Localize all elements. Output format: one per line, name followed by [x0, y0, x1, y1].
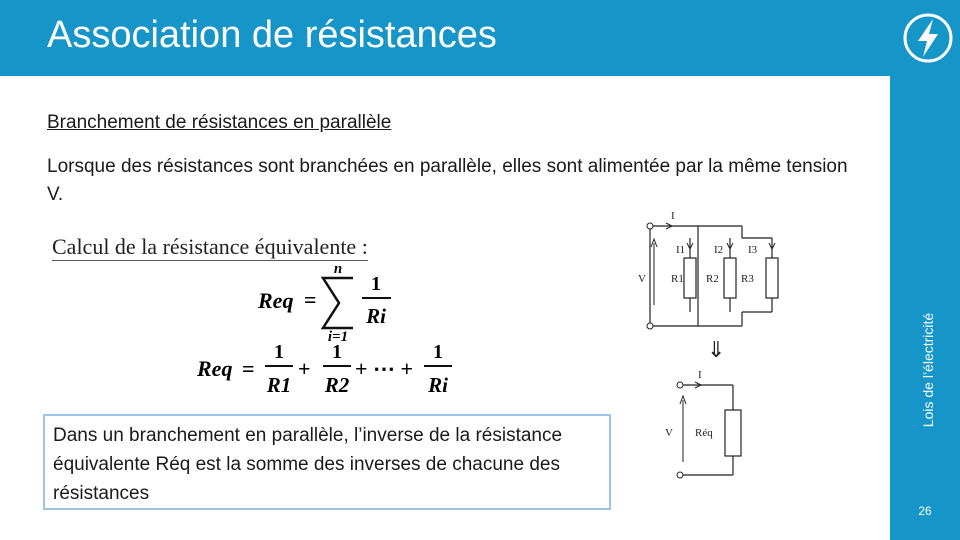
sidebar-label: Lois de l’électricité: [920, 312, 936, 428]
branch-current-i2: I2: [714, 244, 724, 256]
formula2-equals: =: [242, 356, 255, 381]
current-label: I: [671, 210, 675, 222]
page-number: 26: [918, 504, 932, 518]
formula1-den: Ri: [366, 304, 386, 328]
formula1-lhs: Req: [258, 288, 294, 313]
equivalent-circuit-diagram: [665, 365, 765, 495]
section-subtitle: Branchement de résistances en parallèle: [47, 112, 392, 133]
lightning-bolt-icon: [900, 10, 956, 66]
voltage-label: V: [638, 273, 646, 285]
header-bar: [0, 0, 890, 76]
plus-sign: +: [298, 356, 311, 381]
terminal: [647, 323, 653, 329]
formula1-equals: =: [304, 287, 317, 312]
eq-resistor-label: Réq: [695, 427, 713, 439]
formula1-num: 1: [371, 273, 381, 295]
term2-den: R2: [324, 373, 350, 397]
term1-num: 1: [274, 341, 284, 363]
terminal: [677, 472, 683, 478]
formula1-sum-lower: i=1: [327, 329, 349, 342]
parallel-circuit-diagram: [630, 205, 780, 335]
branch-current-i1: I1: [676, 244, 686, 256]
resistor-label-r3: R3: [741, 273, 754, 285]
page-title: Association de résistances: [47, 14, 497, 56]
resistor-label-r2: R2: [706, 273, 719, 285]
summation-sign: [323, 278, 353, 328]
right-sidebar: [890, 0, 960, 540]
note-box: Dans un branchement en parallèle, l’inverse de la résistance équivalente Réq est la somme des inverses de chacune des résistances: [43, 414, 611, 510]
term1-den: R1: [266, 373, 292, 397]
formula2-lhs: Req: [197, 356, 233, 381]
resistor-r3: [766, 258, 778, 298]
eq-voltage-label: V: [665, 427, 673, 439]
terminal: [677, 382, 683, 388]
calc-title: Calcul de la résistance équivalente :: [52, 234, 368, 259]
formula-sum: [250, 256, 410, 342]
intro-text: Lorsque des résistances sont branchées en parallèle, elles sont alimentée par la même tension V.: [47, 156, 848, 205]
resistor-r2: [724, 258, 736, 298]
branch-current-i3: I3: [748, 244, 758, 256]
formula-expanded: [195, 338, 465, 404]
formula1-sum-upper: n: [333, 261, 343, 277]
resistor-r1: [684, 258, 696, 298]
ellipsis-sign: + ⋯ +: [355, 356, 414, 381]
term3-num: 1: [433, 341, 443, 363]
eq-current-label: I: [698, 369, 702, 381]
equivalence-arrow: ⇓: [707, 338, 726, 363]
terminal: [647, 223, 653, 229]
term3-den: Ri: [428, 373, 448, 397]
resistor-req: [725, 410, 741, 456]
term2-num: 1: [332, 341, 342, 363]
resistor-label-r1: R1: [671, 273, 684, 285]
